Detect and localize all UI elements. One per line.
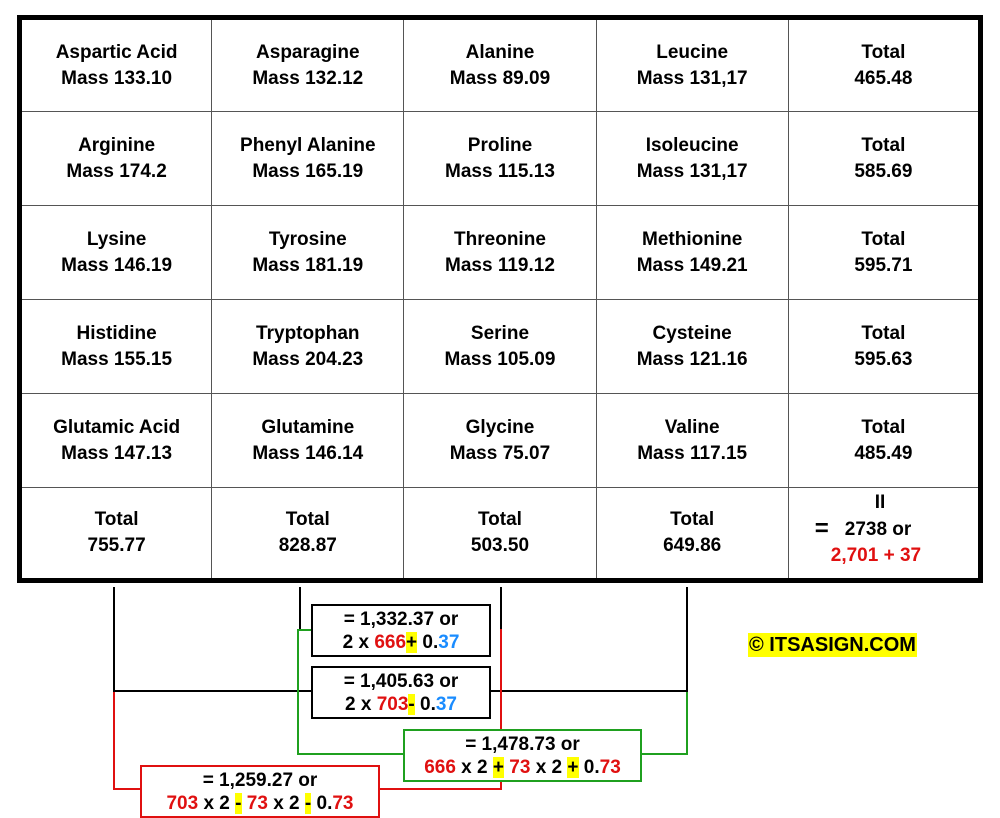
red-connector-left-stub (113, 788, 140, 790)
amino-acid-mass: Mass 75.07 (449, 442, 551, 464)
amino-acid-name: Lysine (86, 228, 147, 250)
amino-acid-cell (212, 112, 404, 206)
formula-text: 0. (578, 757, 600, 778)
sum-box-line2 (313, 693, 489, 716)
amino-acid-name: Glycine (465, 416, 535, 438)
total-value: 755.77 (87, 535, 146, 556)
formula-number: 73 (599, 757, 621, 778)
amino-acid-name: Phenyl Alanine (240, 134, 376, 156)
watermark: © ITSASIGN.COM (749, 634, 916, 656)
formula-decimal: 37 (435, 694, 457, 715)
formula-text: x 2 (198, 793, 236, 814)
amino-acid-mass-table (17, 15, 983, 583)
table-row (20, 394, 981, 488)
formula-text: x 2 (530, 757, 568, 778)
amino-acid-cell (596, 112, 788, 206)
formula-number: 73 (504, 757, 531, 778)
total-label: Total (94, 509, 139, 530)
amino-acid-mass: Mass 146.19 (61, 254, 173, 276)
amino-acid-name: Asparagine (256, 41, 360, 63)
amino-acid-cell (20, 394, 212, 488)
sum-box-line2 (313, 631, 489, 654)
amino-acid-mass: Mass 117.15 (637, 442, 748, 464)
total-label: Total (670, 509, 715, 530)
amino-acid-mass: Mass 174.2 (66, 160, 167, 182)
sum-box-line2 (142, 792, 378, 815)
amino-acid-cell (596, 300, 788, 394)
column-total-cell (20, 488, 212, 581)
amino-acid-name: Tyrosine (268, 228, 347, 250)
amino-acid-name: Methionine (642, 228, 743, 250)
amino-acid-name: Proline (467, 134, 533, 156)
table-row (20, 112, 981, 206)
amino-acid-mass: Mass 165.19 (252, 160, 364, 182)
red-connector-right-stub (380, 788, 502, 790)
red-connector-left (113, 692, 115, 790)
total-value: 595.71 (854, 254, 913, 276)
amino-acid-cell (596, 394, 788, 488)
formula-decimal: 37 (438, 632, 460, 653)
amino-acid-cell (20, 206, 212, 300)
sum-box-col2-col3 (311, 604, 491, 657)
amino-acid-cell (596, 206, 788, 300)
amino-acid-cell (596, 18, 788, 112)
amino-acid-cell (212, 300, 404, 394)
row-total-cell (788, 112, 980, 206)
total-label: Total (861, 228, 906, 250)
amino-acid-cell (404, 18, 596, 112)
amino-acid-mass: Mass 146.14 (252, 442, 364, 464)
column-total-cell (404, 488, 596, 581)
total-value: 828.87 (278, 535, 337, 556)
amino-acid-name: Glutamic Acid (53, 416, 181, 438)
amino-acid-mass: Mass 89.09 (449, 67, 551, 89)
sum-box-line1: = 1,478.73 or (465, 734, 580, 755)
amino-acid-cell (212, 206, 404, 300)
amino-acid-mass: Mass 121.16 (636, 348, 748, 370)
connector-col2-down (299, 587, 301, 629)
formula-text: 2 x (342, 632, 375, 653)
connector-col3-down (500, 587, 502, 629)
amino-acid-cell (20, 300, 212, 394)
amino-acid-cell (20, 18, 212, 112)
amino-acid-name: Alanine (465, 41, 535, 63)
formula-number: 73 (241, 793, 268, 814)
equals-sign-vertical: II (874, 492, 886, 513)
amino-acid-mass: Mass 131,17 (636, 67, 748, 89)
formula-number: 666 (424, 757, 456, 778)
amino-acid-mass: Mass 155.15 (61, 348, 173, 370)
amino-acid-mass: Mass 204.23 (252, 348, 364, 370)
amino-acid-cell (404, 206, 596, 300)
grand-total-cell (788, 488, 980, 581)
amino-acid-mass: Mass 133.10 (61, 67, 173, 89)
amino-acid-name: Arginine (78, 134, 156, 156)
amino-acid-cell (20, 112, 212, 206)
amino-acid-mass: Mass 105.09 (444, 348, 556, 370)
row-total-cell (788, 300, 980, 394)
green-connector-stub (297, 629, 311, 631)
amino-acid-cell (404, 112, 596, 206)
formula-operator: + (406, 632, 418, 653)
table-row (20, 18, 981, 112)
amino-acid-name: Cysteine (652, 322, 732, 344)
formula-number: 703 (166, 793, 199, 814)
column-total-cell (596, 488, 788, 581)
amino-acid-name: Valine (664, 416, 720, 438)
total-label: Total (861, 322, 906, 344)
amino-acid-mass: Mass 115.13 (445, 160, 555, 182)
formula-text: x 2 (267, 793, 305, 814)
sum-box-col1-col3 (140, 765, 380, 818)
grand-total-value: 2738 or (844, 519, 912, 540)
sum-box-line1: = 1,259.27 or (202, 770, 318, 791)
total-value: 465.48 (854, 67, 913, 89)
green-connector-left (297, 629, 299, 754)
row-total-cell (788, 206, 980, 300)
row-total-cell (788, 394, 980, 488)
amino-acid-cell (404, 300, 596, 394)
green-connector-right (686, 692, 688, 755)
amino-acid-mass: Mass 181.19 (252, 254, 364, 276)
sum-box-col1-col4 (311, 666, 491, 719)
equals-sign: = (814, 515, 829, 542)
amino-acid-cell (404, 394, 596, 488)
grand-total-breakdown: 2,701 + 37 (830, 545, 922, 566)
sum-box-line1: = 1,332.37 or (343, 609, 459, 630)
total-label: Total (285, 509, 330, 530)
formula-operator: - (235, 793, 242, 814)
amino-acid-name: Serine (470, 322, 530, 344)
formula-operator: - (304, 793, 312, 814)
total-label: Total (861, 41, 906, 63)
total-value: 649.86 (663, 535, 722, 556)
amino-acid-mass: Mass 119.12 (445, 254, 555, 276)
amino-acid-cell (212, 18, 404, 112)
formula-text: x 2 (455, 757, 493, 778)
table-row (20, 300, 981, 394)
amino-acid-name: Threonine (454, 228, 546, 250)
green-connector-right-bottom (642, 753, 688, 755)
amino-acid-name: Aspartic Acid (55, 41, 178, 63)
formula-operator: + (567, 757, 579, 778)
formula-text: 0. (311, 793, 333, 814)
total-label: Total (477, 509, 522, 530)
amino-acid-cell (212, 394, 404, 488)
amino-acid-name: Isoleucine (645, 134, 739, 156)
column-totals-row (20, 488, 981, 581)
total-value: 485.49 (854, 442, 913, 464)
amino-acid-name: Histidine (76, 322, 157, 344)
row-total-cell (788, 18, 980, 112)
amino-acid-mass: Mass 149.21 (636, 254, 748, 276)
amino-acid-name: Leucine (656, 41, 729, 63)
formula-number: 666 (374, 632, 407, 653)
formula-number: 73 (332, 793, 354, 814)
formula-number: 703 (376, 694, 409, 715)
connector-col4-down (686, 587, 688, 692)
total-label: Total (861, 416, 906, 438)
formula-text: 0. (417, 632, 439, 653)
formula-operator: - (408, 694, 415, 715)
amino-acid-mass: Mass 147.13 (61, 442, 173, 464)
green-connector-bottom (297, 753, 403, 755)
amino-acid-name: Glutamine (261, 416, 355, 438)
column-total-cell (212, 488, 404, 581)
amino-acid-name: Tryptophan (256, 322, 360, 344)
table-row (20, 206, 981, 300)
sum-box-line1: = 1,405.63 or (343, 671, 459, 692)
sum-box-col2-col4 (403, 729, 642, 782)
amino-acid-mass: Mass 132.12 (252, 67, 364, 89)
total-value: 595.63 (854, 348, 913, 370)
sum-box-line2 (405, 756, 640, 779)
formula-text: 2 x (345, 694, 377, 715)
amino-acid-mass: Mass 131,17 (636, 160, 748, 182)
formula-operator: + (492, 757, 504, 778)
connector-col1-down (113, 587, 115, 692)
total-value: 503.50 (470, 535, 530, 556)
total-label: Total (861, 134, 906, 156)
formula-text: 0. (414, 694, 436, 715)
total-value: 585.69 (854, 160, 913, 182)
